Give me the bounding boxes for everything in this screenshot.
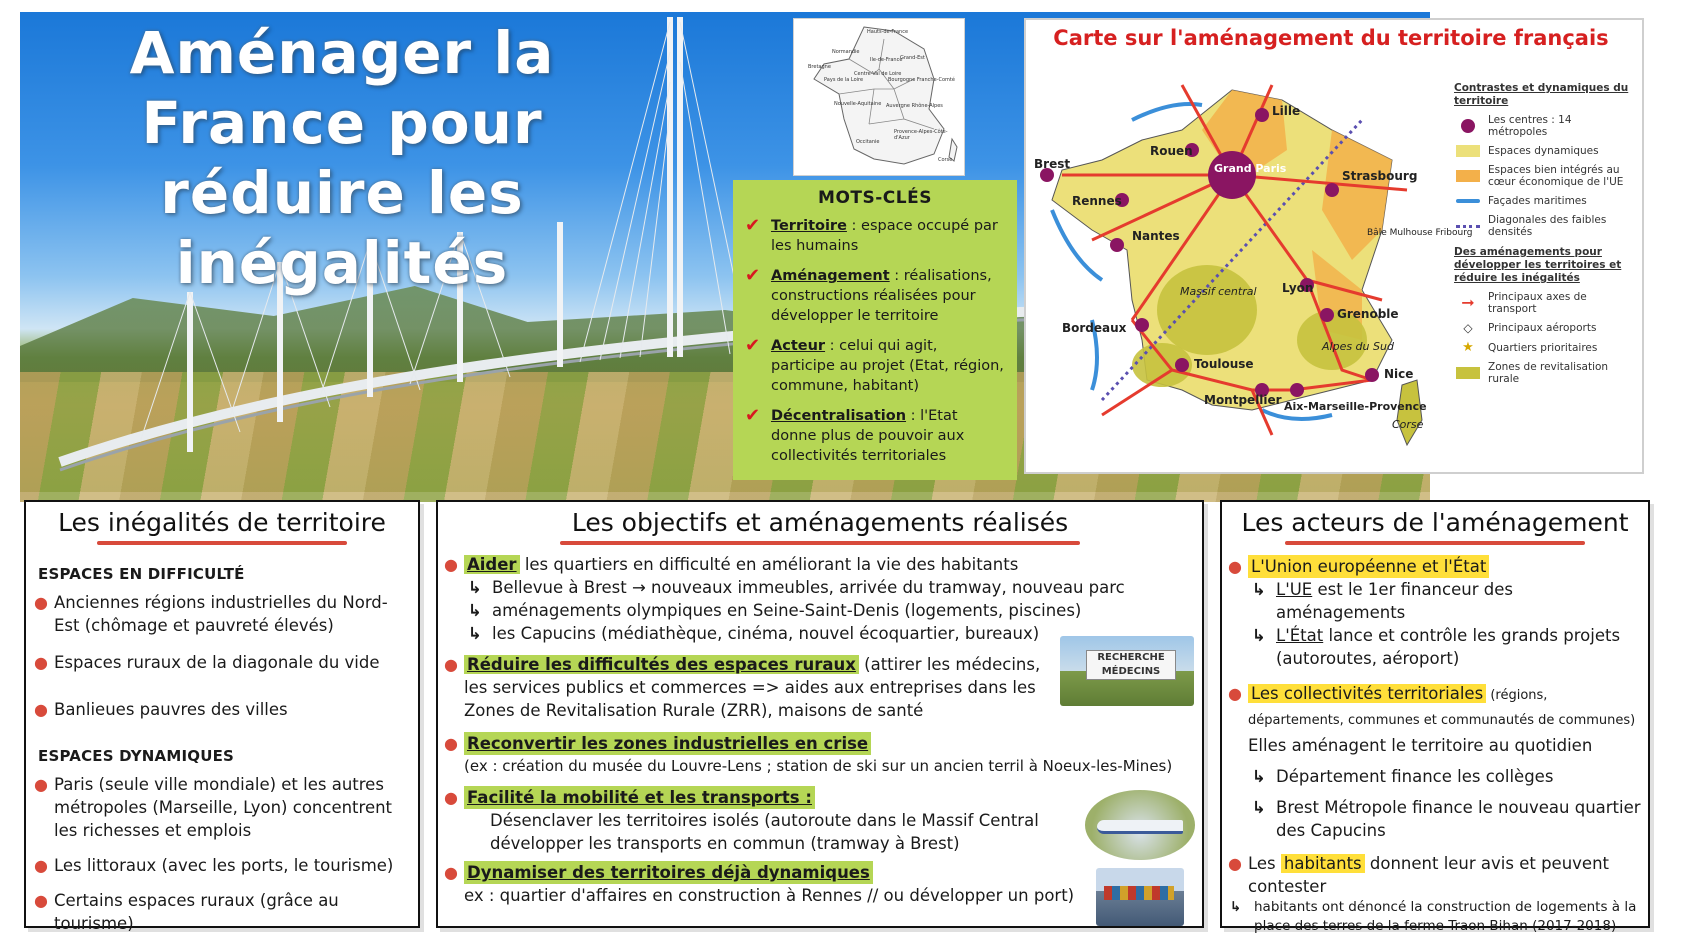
rural-zone-swatch-icon — [1454, 366, 1482, 380]
maritime-facade-line-icon — [1454, 194, 1482, 208]
bullet-icon: ● — [1228, 684, 1242, 703]
region-label: Normandie — [832, 49, 860, 55]
city-label: Rouen — [1150, 144, 1193, 158]
legend-item: Zones de revitalisation rurale — [1454, 361, 1634, 385]
keyword-item — [745, 336, 1005, 396]
region-label: Bretagne — [808, 64, 831, 70]
bullet-icon: ● — [1228, 557, 1242, 576]
city-label: Grenoble — [1337, 307, 1399, 321]
city-label: Lyon — [1282, 281, 1314, 295]
checkmark-icon: ✔ — [745, 335, 761, 356]
zone-label: Massif central — [1180, 285, 1257, 298]
legend-item: ◇ Principaux aéroports — [1454, 321, 1634, 335]
keyword-term: Territoire — [771, 218, 847, 234]
return-arrow-icon: ↳ — [468, 624, 482, 643]
objective-item: ● Réduire les difficultés des espaces ruraux (attirer les médecins, les services publics et commerces => aides aux entreprises dans les Zones de Revitalisation Rurale (ZRR), maisons de santé — [444, 655, 1041, 720]
city-label: Bordeaux — [1062, 321, 1127, 335]
region-label: Provence-Alpes-Côte-d'Azur — [894, 129, 948, 141]
keyword-term: Décentralisation — [771, 408, 907, 424]
city-label: Toulouse — [1194, 357, 1254, 371]
region-label: Corse — [938, 157, 953, 163]
regions-map — [793, 18, 965, 176]
france-outline — [794, 19, 964, 175]
keyword-item — [745, 406, 1005, 466]
keyword-term: Aménagement — [771, 268, 890, 284]
objective-item: ● Dynamiser des territoires déjà dynamiques ex : quartier d'affaires en construction à Rennes // ou développer un port) — [444, 863, 1075, 905]
return-arrow-icon: ↳ — [468, 578, 482, 597]
city-label: Strasbourg — [1342, 169, 1418, 183]
bullet-icon: ● — [34, 891, 48, 910]
city-label: Brest — [1034, 157, 1071, 171]
city-label: Nantes — [1132, 229, 1180, 243]
panel-title: Les objectifs et aménagements réalisés — [571, 508, 1069, 537]
bullet-icon: ● — [444, 734, 458, 753]
doctor-sign-photo — [1060, 636, 1194, 706]
city-label: Corse — [1392, 418, 1424, 431]
actor-item: ● Les habitants donnent leur avis et peuvent contester ↳ habitants ont dénoncé la construction de logements à la place des terres de la ferme Traon Bihan (2017-2018) — [1228, 854, 1637, 934]
panel-title: Les inégalités de territoire — [58, 508, 386, 537]
diagonal-line-icon — [1454, 219, 1482, 233]
city-label: Bâle Mulhouse Fribourg — [1367, 228, 1473, 238]
bullet-icon: ● — [1228, 854, 1242, 873]
transport-arrow-icon: ➞ — [1461, 293, 1475, 312]
title-underline — [97, 541, 347, 545]
page-title: Aménager la France pour réduire les inégalités — [129, 19, 555, 297]
return-arrow-icon: ↳ — [1230, 899, 1242, 915]
port-photo — [1096, 868, 1184, 926]
legend-heading: Des aménagements pour développer les territoires et réduire les inégalités — [1454, 246, 1622, 284]
bullet-icon: ● — [444, 788, 458, 807]
title-underline — [560, 541, 1080, 545]
title-underline — [1285, 541, 1585, 545]
legend-heading: Contrastes et dynamiques du territoire — [1454, 82, 1629, 107]
keyword-definition: : l'Etat donne plus de pouvoir aux collectivités territoriales — [771, 408, 965, 464]
checkmark-icon: ✔ — [745, 265, 761, 286]
list-item: ● Certains espaces ruraux (grâce au tourisme) — [34, 891, 339, 933]
priority-star-icon: ★ — [1462, 340, 1474, 355]
checkmark-icon: ✔ — [745, 215, 761, 236]
region-label: Grand-Est — [900, 55, 925, 61]
train-shape — [1097, 820, 1183, 834]
keyword-definition: : réalisations, constructions réalisées pour développer le territoire — [771, 268, 992, 324]
metropole-symbol-icon — [1454, 119, 1482, 133]
doctor-sign-text: RECHERCHE MÉDECINS — [1086, 650, 1176, 680]
legend-item: Façades maritimes — [1454, 194, 1634, 208]
list-item: ● Espaces ruraux de la diagonale du vide — [34, 653, 380, 672]
city-label: Nice — [1384, 367, 1414, 381]
bullet-icon: ● — [444, 555, 458, 574]
inequalities-panel — [24, 500, 420, 933]
return-arrow-icon: ↳ — [1252, 580, 1266, 599]
list-item: ● Paris (seule ville mondiale) et les autres métropoles (Marseille, Lyon) concentrent les richesses et emplois — [34, 775, 393, 840]
bullet-icon: ● — [34, 856, 48, 875]
return-arrow-icon: ↳ — [1252, 798, 1266, 817]
return-arrow-icon: ↳ — [1252, 626, 1266, 645]
region-label: Auvergne Rhône-Alpes — [886, 103, 943, 109]
keyword-item — [745, 216, 1005, 256]
legend-item: Diagonales des faibles densités — [1454, 214, 1634, 238]
legend-item: Les centres : 14 métropoles — [1454, 114, 1634, 138]
city-label: Aix-Marseille-Provence — [1284, 400, 1427, 413]
keyword-term: Acteur — [771, 338, 826, 354]
city-label: Lille — [1272, 104, 1301, 118]
region-label: Ile-de-France — [870, 57, 903, 63]
keywords-panel — [733, 180, 1017, 480]
region-label: Hauts-de-France — [867, 29, 909, 35]
panel-title: Les acteurs de l'aménagement — [1241, 508, 1629, 537]
return-arrow-icon: ↳ — [1252, 767, 1266, 786]
zone-label: Alpes du Sud — [1322, 340, 1394, 353]
objectives-panel — [436, 500, 1204, 928]
region-label: Nouvelle-Aquitaine — [834, 101, 882, 107]
legend-item: Espaces bien intégrés au cœur économique de l'UE — [1454, 164, 1634, 188]
map-title: Carte sur l'aménagement du territoire français — [1053, 26, 1609, 50]
objective-item: ● Facilité la mobilité et les transports : Désenclaver les territoires isolés (autoroute dans le Massif Central développer les transports en commun (tramway à Brest) — [444, 788, 1039, 853]
integrated-zone-swatch-icon — [1454, 169, 1482, 183]
keyword-definition: : espace occupé par les humains — [771, 218, 998, 254]
bullet-icon: ● — [34, 775, 48, 794]
bullet-icon: ● — [444, 655, 458, 674]
airport-diamond-icon: ◇ — [1463, 321, 1473, 335]
city-label: Montpellier — [1204, 393, 1282, 407]
france-planning-map — [1032, 60, 1473, 470]
region-label: Pays de la Loire — [824, 77, 864, 83]
region-label: Centre-Val de Loire — [854, 71, 902, 77]
checkmark-icon: ✔ — [745, 405, 761, 426]
city-label: Grand Paris — [1214, 162, 1287, 175]
return-arrow-icon: ↳ — [468, 601, 482, 620]
bullet-icon: ● — [34, 653, 48, 672]
list-item: ● Les littoraux (avec les ports, le tourisme) — [34, 856, 394, 875]
planning-map — [1024, 18, 1644, 474]
dynamic-zone-swatch-icon — [1454, 144, 1482, 158]
section-heading: ESPACES DYNAMIQUES — [38, 747, 235, 765]
region-label: Occitanie — [856, 139, 880, 145]
legend-item: ➞ Principaux axes de transport — [1454, 291, 1634, 315]
legend-item: ★ Quartiers prioritaires — [1454, 341, 1634, 355]
list-item: ● Anciennes régions industrielles du Nord-Est (chômage et pauvreté élevés) — [34, 593, 388, 635]
bullet-icon: ● — [444, 863, 458, 882]
actor-item: ● L'Union européenne et l'État ↳ L'UE est le 1er financeur des aménagements ↳ L'État lance et contrôle les grands projets (autoroutes, aéroport) — [1228, 557, 1621, 668]
list-item: ● Banlieues pauvres des villes — [34, 700, 288, 719]
region-label: Bourgogne Franche-Comté — [888, 77, 955, 83]
actor-item: ● Les collectivités territoriales (régions, départements, communes et communautés de communes) Elles aménagent le territoire au quotidien ↳ Département finance les collèges ↳ Brest Métropole finance le nouveau quartier des Capucins — [1228, 684, 1641, 840]
bullet-icon: ● — [34, 700, 48, 719]
bullet-icon: ● — [34, 593, 48, 612]
keyword-definition: : celui qui agit, participe au projet (Etat, région, commune, habitant) — [771, 338, 1004, 394]
actors-panel — [1220, 500, 1650, 934]
legend-item: Espaces dynamiques — [1454, 144, 1634, 158]
map-legend — [1454, 82, 1634, 391]
city-label: Rennes — [1072, 194, 1122, 208]
train-photo — [1085, 790, 1195, 860]
objective-item: ● Reconvertir les zones industrielles en crise (ex : création du musée du Louvre-Lens ; station de ski sur un ancien terril à Noeux-les-Mines) — [444, 734, 1173, 775]
objective-item: ● Aider les quartiers en difficulté en améliorant la vie des habitants ↳ Bellevue à Brest → nouveaux immeubles, arrivée du tramway, nouveau parc ↳ aménagements olympiques en Seine-Saint-Denis (logements, piscines) ↳ les Capucins (médiathèque, cinéma, nouvel écoquartier, bureaux) — [444, 555, 1125, 643]
keywords-title: MOTS-CLÉS — [818, 188, 932, 208]
containers-shape — [1104, 886, 1174, 900]
section-heading: ESPACES EN DIFFICULTÉ — [38, 565, 245, 583]
keyword-item — [745, 266, 1005, 326]
